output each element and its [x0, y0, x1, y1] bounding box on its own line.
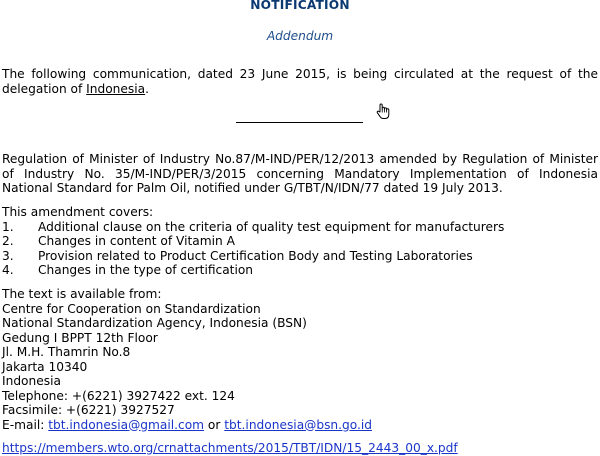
list-item-number: 3. [2, 248, 14, 263]
list-item-text: Changes in content of Vitamin A [38, 234, 235, 248]
list-item [2, 249, 598, 264]
list-item-number: 4. [2, 263, 14, 277]
contact-line: Jakarta 10340 [2, 359, 88, 374]
hand-pointer-icon [374, 101, 394, 121]
contact-line: Indonesia [2, 374, 61, 388]
intro-text-end: . [145, 81, 149, 96]
list-item [2, 220, 598, 235]
contact-heading: The text is available from: [2, 287, 162, 301]
email-line [2, 418, 598, 433]
facsimile-line: Facsimile: +(6221) 3927527 [2, 403, 175, 417]
document-url-link[interactable]: https://members.wto.org/crnattachments/2015/TBT/IDN/15_2443_00_x.pdf [2, 441, 458, 455]
list-item-text: Provision related to Product Certification Body and Testing Laboratories [38, 248, 473, 263]
list-item-text: Additional clause on the criteria of quality test equipment for manufacturers [38, 219, 505, 234]
contact-line: Centre for Cooperation on Standardization [2, 301, 261, 316]
intro-paragraph [2, 67, 598, 96]
separator-line [236, 122, 363, 123]
contact-line: National Standardization Agency, Indonesia (BSN) [2, 316, 307, 330]
email-link-gmail[interactable]: tbt.indonesia@gmail.com [48, 417, 205, 432]
contact-line: Gedung I BPPT 12th Floor [2, 330, 158, 345]
list-item-number: 2. [2, 234, 14, 248]
intro-text: The following communication, dated 23 June 2015, is being circulated at the request of the delegation of [2, 67, 598, 96]
email-separator: or [204, 417, 225, 432]
regulation-paragraph: Regulation of Minister of Industry No.87/M-IND/PER/12/2013 amended by Regulation of Minister of Industry No. 35/M-IND/PER/3/2015 concerning Mandatory Implementation of Indonesia National Standard for Palm Oil, notified under G/TBT/N/IDN/77 dated 19 July 2013. [2, 152, 598, 195]
email-label: E-mail: [2, 417, 49, 432]
amendment-heading: This amendment covers: [2, 205, 154, 219]
contact-line: Jl. M.H. Thamrin No.8 [2, 345, 131, 359]
list-item [2, 234, 598, 249]
email-link-bsn[interactable]: tbt.indonesia@bsn.go.id [224, 417, 373, 432]
page-title: NOTIFICATION [250, 0, 350, 12]
telephone-line: Telephone: +(6221) 3927422 ext. 124 [2, 388, 235, 403]
list-item [2, 263, 598, 278]
document-url-line [2, 441, 598, 456]
list-item-number: 1. [2, 219, 14, 234]
contact-section [2, 287, 598, 432]
list-item-text: Changes in the type of certification [38, 263, 254, 277]
page-subtitle: Addendum [266, 29, 334, 43]
country-link[interactable]: Indonesia [86, 81, 146, 96]
amendment-section [2, 205, 598, 278]
